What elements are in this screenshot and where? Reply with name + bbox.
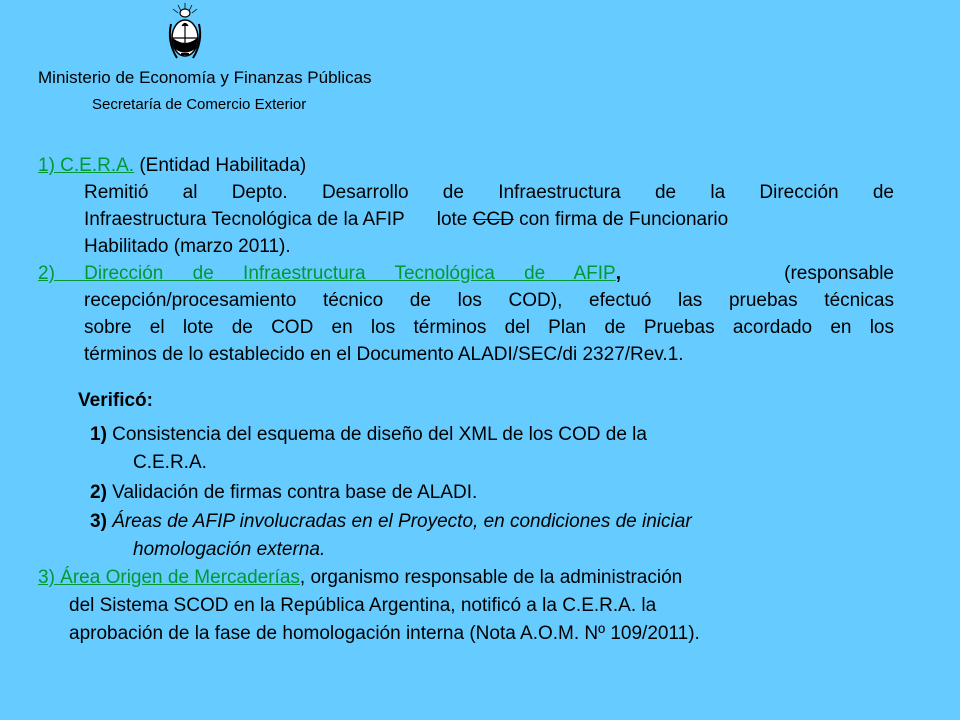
item1-heading xyxy=(38,153,306,179)
item1-link[interactable]: 1) C.E.R.A. xyxy=(38,155,135,176)
item1-line2 xyxy=(84,207,894,233)
sub-item3-number: 3) xyxy=(90,511,107,532)
item1-line2-d: con firma de Funcionario xyxy=(513,209,729,230)
item3-line2: aprobación de la fase de homologación interna (Nota A.O.M. Nº 109/2011). xyxy=(69,623,700,644)
item3-link[interactable]: 3) Área Origen de Mercaderías xyxy=(38,567,300,588)
sub-item3-cont: homologación externa. xyxy=(133,539,326,560)
item3-line1: del Sistema SCOD en la República Argentina, notificó a la C.E.R.A. la xyxy=(69,595,657,616)
sub-item1-number: 1) xyxy=(90,424,107,445)
item1-line2-a: Infraestructura Tecnológica de la AFIP xyxy=(84,209,405,230)
sub-item1-text: Consistencia del esquema de diseño del XML de los COD de la xyxy=(106,424,647,445)
item1-heading-text: (Entidad Habilitada) xyxy=(134,155,307,176)
item2-line3: términos de lo establecido en el Documento ALADI/SEC/di 2327/Rev.1. xyxy=(84,344,684,365)
sub-item3 xyxy=(90,509,692,535)
item3-heading xyxy=(38,565,682,591)
sub-item2-number: 2) xyxy=(90,482,107,503)
ministry-title: Ministerio de Economía y Finanzas Públicas xyxy=(38,68,372,87)
verifico-label: Verificó: xyxy=(78,390,153,411)
sub-item2 xyxy=(90,480,477,506)
item1-line2-struck: CCD xyxy=(472,209,514,230)
sub-item2-text: Validación de firmas contra base de ALADI. xyxy=(106,482,478,503)
sub-item3-text: Áreas de AFIP involucradas en el Proyecto, en condiciones de iniciar xyxy=(106,511,692,532)
item1-line3: Habilitado (marzo 2011). xyxy=(84,236,291,257)
sub-item1-cont: C.E.R.A. xyxy=(133,452,207,473)
sub-item1 xyxy=(90,422,647,448)
item1-line1: Remitió al Depto. Desarrollo de Infraestructura de la Dirección de xyxy=(84,182,894,203)
item2-line1: recepción/procesamiento técnico de los COD), efectuó las pruebas técnicas xyxy=(84,290,894,311)
item2-heading xyxy=(38,261,894,287)
item3-heading-text: , organismo responsable de la administración xyxy=(299,567,683,588)
item1-line2-b: lote xyxy=(436,209,473,230)
item2-line2: sobre el lote de COD en los términos del Plan de Pruebas acordado en los xyxy=(84,317,894,338)
item2-link[interactable]: 2) Dirección de Infraestructura Tecnológica de AFIP xyxy=(38,263,616,284)
item2-heading-text: (responsable xyxy=(784,263,894,284)
secretary-subtitle: Secretaría de Comercio Exterior xyxy=(92,96,307,113)
item2-comma: , xyxy=(615,263,621,284)
